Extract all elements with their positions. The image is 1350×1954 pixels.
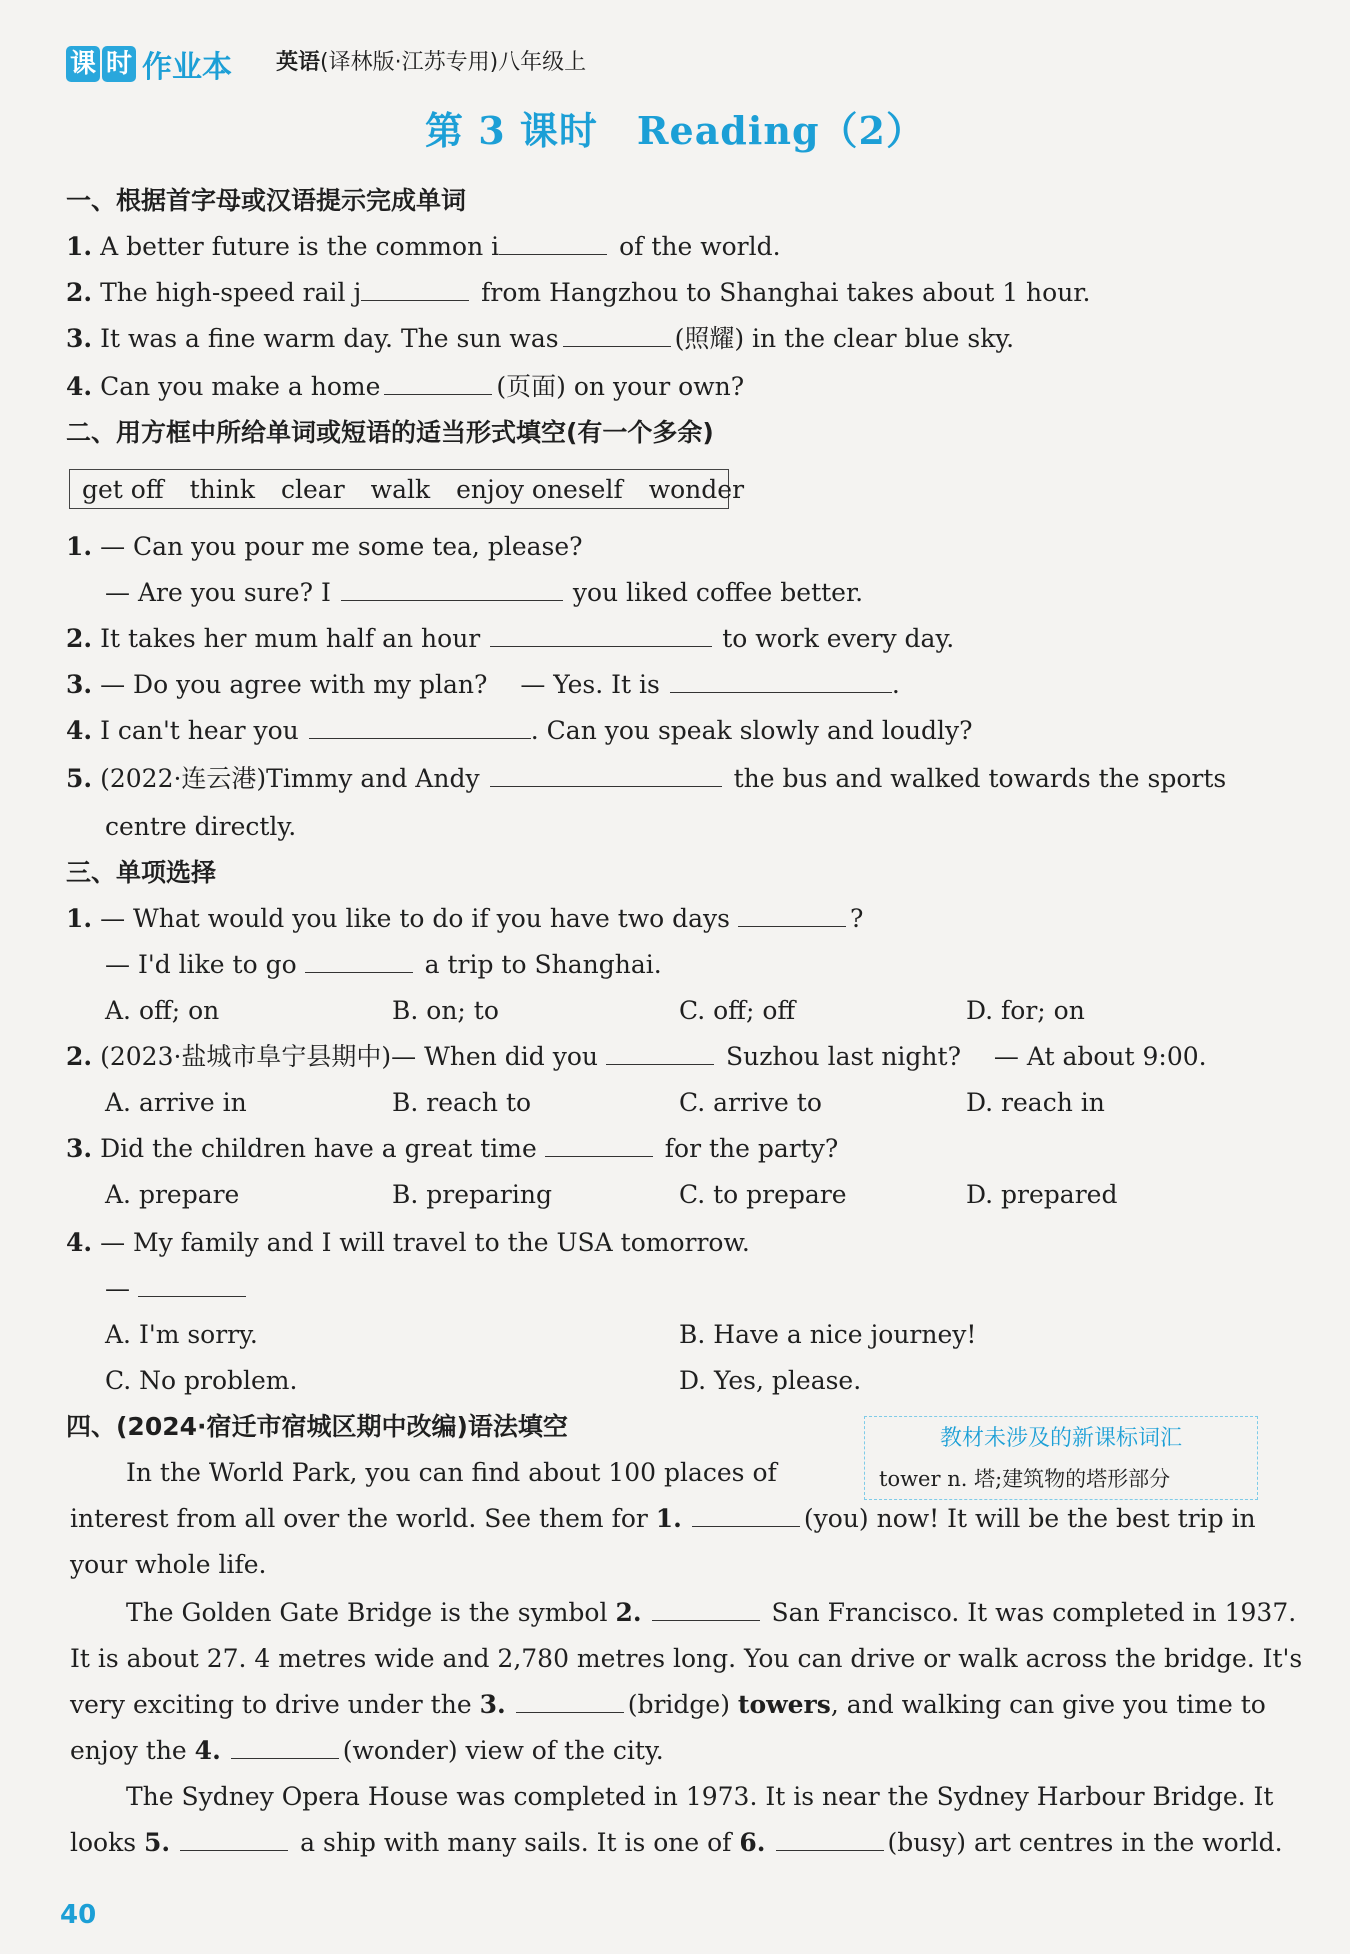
blank[interactable] — [309, 714, 531, 739]
blank[interactable] — [776, 1826, 884, 1851]
word-box — [69, 469, 745, 509]
s3-q3: 3. Did the children have a great time for the party? — [66, 1134, 839, 1163]
s4-p2-line1: The Golden Gate Bridge is the symbol 2. San Francisco. It was completed in 1937. — [126, 1598, 1297, 1627]
blank[interactable] — [361, 276, 469, 301]
word-option: walk — [370, 475, 431, 504]
s3-q2: 2. (2023·盐城市阜宁县期中)— When did you Suzhou last night? — At about 9:00. — [66, 1042, 1207, 1071]
logo-suffix: 作业本 — [142, 50, 232, 85]
s3-q1-opt-d[interactable]: D. for; on — [966, 996, 1085, 1025]
s3-q3-opt-d[interactable]: D. prepared — [966, 1180, 1118, 1209]
s4-p2-line2: It is about 27. 4 metres wide and 2,780 metres long. You can drive or walk across the bridge. It's — [70, 1644, 1303, 1673]
s3-q3-opt-a[interactable]: A. prepare — [105, 1180, 240, 1209]
blank[interactable] — [341, 576, 563, 601]
s3-q2-opt-a[interactable]: A. arrive in — [105, 1088, 247, 1117]
vocab-title: 教材未涉及的新课标词汇 — [939, 1426, 1182, 1451]
s3-q1-opt-c[interactable]: C. off; off — [679, 996, 796, 1025]
s1-q4: 4. Can you make a home (页面) on your own? — [66, 372, 745, 401]
s3-q2-opt-d[interactable]: D. reach in — [966, 1088, 1105, 1117]
section-1-heading: 一、根据首字母或汉语提示完成单词 — [66, 186, 467, 215]
s2-q5: 5. (2022·连云港)Timmy and Andy the bus and walked towards the sports — [66, 764, 1227, 793]
word-option: think — [189, 475, 256, 504]
s1-q3: 3. It was a fine warm day. The sun was (照耀) in the clear blue sky. — [66, 324, 1015, 353]
word-option: clear — [281, 475, 345, 504]
s3-q1-line1: 1. — What would you like to do if you have two days ? — [66, 904, 864, 933]
logo-char-2: 时 — [102, 46, 136, 82]
logo-char-1: 课 — [66, 46, 100, 82]
subject-name: 英语 — [276, 50, 321, 75]
s4-p1-line3: your whole life. — [70, 1550, 267, 1579]
s3-q4-opt-d[interactable]: D. Yes, please. — [679, 1366, 862, 1395]
s3-q1-opt-a[interactable]: A. off; on — [105, 996, 220, 1025]
vocab-callout — [864, 1416, 1258, 1500]
s3-q3-opt-c[interactable]: C. to prepare — [679, 1180, 847, 1209]
vocab-body: tower n. 塔;建筑物的塔形部分 — [879, 1467, 1171, 1491]
s2-q5-cont: centre directly. — [105, 812, 297, 841]
blank[interactable] — [231, 1734, 339, 1759]
logo — [66, 44, 232, 84]
blank[interactable] — [384, 370, 492, 395]
s2-q3: 3. — Do you agree with my plan? — Yes. It is . — [66, 670, 900, 699]
s1-q1: 1. A better future is the common i of the world. — [66, 232, 781, 261]
subject-edition: (译林版·江苏专用)八年级上 — [320, 50, 587, 75]
blank[interactable] — [692, 1502, 800, 1527]
s2-q4: 4. I can't hear you . Can you speak slowly and loudly? — [66, 716, 973, 745]
section-2-heading: 二、用方框中所给单词或短语的适当形式填空(有一个多余) — [66, 418, 714, 447]
word-option: get off — [82, 475, 164, 504]
s4-p3-line1: The Sydney Opera House was completed in 1973. It is near the Sydney Harbour Bridge. It — [126, 1782, 1274, 1811]
s3-q4-opt-a[interactable]: A. I'm sorry. — [105, 1320, 258, 1349]
blank[interactable] — [180, 1826, 288, 1851]
s4-p2-line4: enjoy the 4. (wonder) view of the city. — [70, 1736, 664, 1765]
s1-q2: 2. The high-speed rail j from Hangzhou to Shanghai takes about 1 hour. — [66, 278, 1091, 307]
s3-q4-answer: — — [105, 1272, 250, 1306]
section-4-heading: 四、(2024·宿迁市宿城区期中改编)语法填空 — [66, 1412, 568, 1441]
s3-q1-line2: — I'd like to go a trip to Shanghai. — [105, 950, 662, 979]
s2-q1-line1: 1. — Can you pour me some tea, please? — [66, 532, 583, 561]
s3-q4-opt-b[interactable]: B. Have a nice journey! — [679, 1320, 977, 1349]
s4-p3-line2: looks 5. a ship with many sails. It is one of 6. (busy) art centres in the world. — [70, 1828, 1283, 1857]
s3-q3-opt-b[interactable]: B. preparing — [392, 1180, 552, 1209]
section-3-heading: 三、单项选择 — [66, 858, 217, 887]
blank[interactable] — [490, 762, 722, 787]
page-number: 40 — [60, 1900, 97, 1930]
blank[interactable] — [516, 1688, 624, 1713]
blank[interactable] — [563, 322, 671, 347]
s4-p2-line3: very exciting to drive under the 3. (bridge) towers, and walking can give you time to — [70, 1690, 1266, 1719]
s3-q2-opt-c[interactable]: C. arrive to — [679, 1088, 822, 1117]
s2-q1-line2: — Are you sure? I you liked coffee better. — [105, 578, 864, 607]
blank[interactable] — [499, 230, 607, 255]
blank[interactable] — [138, 1272, 246, 1297]
logo-mark — [66, 46, 138, 82]
word-option: enjoy oneself — [456, 475, 623, 504]
subject-label — [276, 46, 586, 80]
blank[interactable] — [652, 1596, 760, 1621]
blank[interactable] — [305, 948, 413, 973]
s3-q2-opt-b[interactable]: B. reach to — [392, 1088, 532, 1117]
word-option: wonder — [648, 475, 745, 504]
s3-q1-opt-b[interactable]: B. on; to — [392, 996, 499, 1025]
s4-p1-line1: In the World Park, you can find about 100 places of — [126, 1458, 777, 1487]
lesson-title: 第 3 课时 Reading（2） — [425, 108, 925, 153]
s3-q4-opt-c[interactable]: C. No problem. — [105, 1366, 298, 1395]
blank[interactable] — [545, 1132, 653, 1157]
blank[interactable] — [670, 668, 892, 693]
blank[interactable] — [738, 902, 846, 927]
s2-q2: 2. It takes her mum half an hour to work every day. — [66, 624, 955, 653]
s4-p1-line2: interest from all over the world. See them for 1. (you) now! It will be the best trip in — [70, 1504, 1256, 1533]
s3-q4: 4. — My family and I will travel to the USA tomorrow. — [66, 1228, 750, 1257]
blank[interactable] — [606, 1040, 714, 1065]
blank[interactable] — [490, 622, 712, 647]
